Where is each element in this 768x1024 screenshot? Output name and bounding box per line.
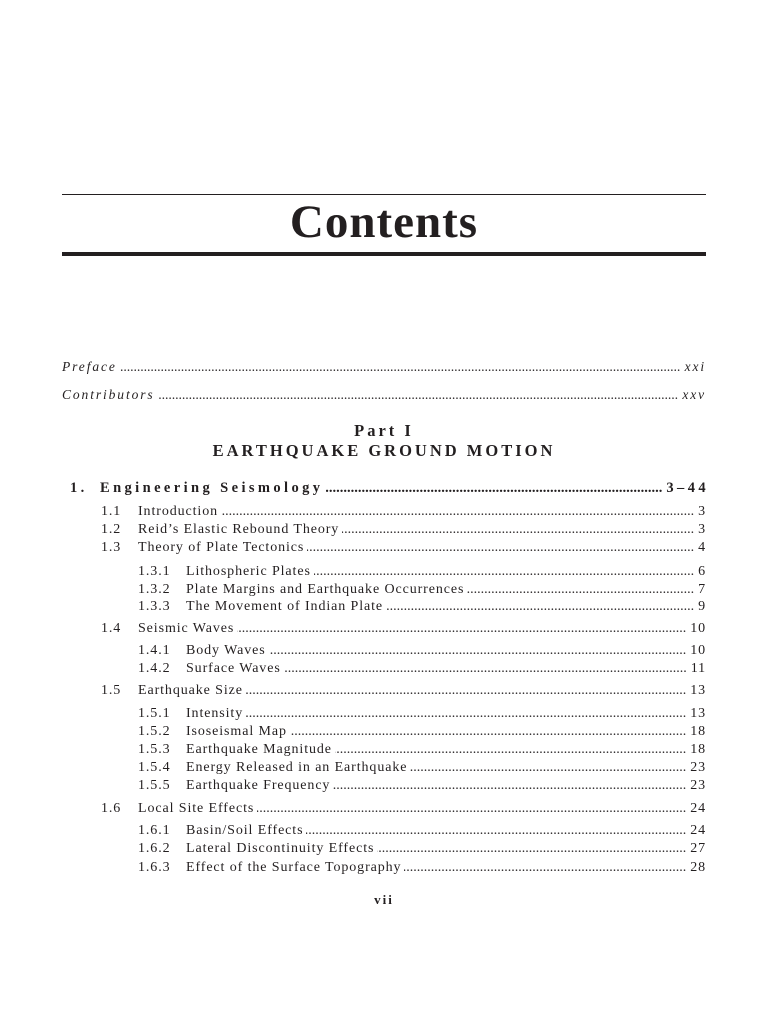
page-number: 6 [698,564,706,579]
page-number: 10 [690,621,706,636]
page-number: 27 [690,841,706,856]
dot-leader [257,800,686,818]
dot-leader [314,563,694,581]
entry-title: Contributors [62,387,155,402]
page-number: 13 [690,706,706,721]
subsection-number: 1.3.1 [138,564,171,579]
dot-leader [290,723,686,741]
dot-leader [404,859,686,877]
chapter-number: 1. [70,480,88,496]
section-number: 1.2 [101,522,122,537]
page-number: 23 [690,778,706,793]
toc-entry [101,503,706,521]
dot-leader [333,777,686,795]
toc-entry [101,800,706,818]
subsection-title: Energy Released in an Earthquake [186,760,408,775]
page-number: 3 [698,504,706,519]
section-number: 1.1 [101,504,122,519]
dot-leader [120,358,681,376]
toc-subentry [138,660,706,678]
subsection-number: 1.4.2 [138,661,171,676]
page-number: 23 [690,760,706,775]
toc-entry-preface [62,358,706,376]
page-number: xxi [684,359,706,374]
page-number: 4 [698,540,706,555]
toc-subentry [138,581,706,599]
subsection-number: 1.5.2 [138,724,171,739]
page-number: 13 [690,683,706,698]
section-title: Earthquake Size [138,683,243,698]
subsection-number: 1.5.4 [138,760,171,775]
heading-rule [62,252,706,256]
dot-leader [342,521,694,539]
dot-leader [284,660,687,678]
dot-leader [269,642,687,660]
toc-subentry [138,741,706,759]
section-number: 1.5 [101,683,122,698]
page-number: 28 [690,860,706,875]
dot-leader [221,503,694,521]
toc-entry-contributors [62,386,706,404]
subsection-number: 1.3.3 [138,599,171,614]
subsection-title: Basin/Soil Effects [186,823,304,838]
folio: vii [374,892,394,907]
toc-subentry [138,840,706,858]
page-number: 9 [698,599,706,614]
subsection-title: Plate Margins and Earthquake Occurrences [186,582,465,597]
toc-entry [101,682,706,700]
part-title: EARTHQUAKE GROUND MOTION [212,441,556,460]
section-number: 1.3 [101,540,122,555]
dot-leader [467,581,694,599]
subsection-number: 1.6.1 [138,823,171,838]
dot-leader [158,386,679,404]
page-number: 7 [698,582,706,597]
subsection-title: Lithospheric Plates [186,564,311,579]
subsection-title: Intensity [186,706,244,721]
section-title: Theory of Plate Tectonics [138,540,305,555]
section-number: 1.6 [101,801,122,816]
toc-subentry [138,563,706,581]
subsection-title: Earthquake Magnitude [186,742,332,757]
subsection-title: Body Waves [186,643,266,658]
subsection-title: The Movement of Indian Plate [186,599,384,614]
toc-subentry [138,822,706,840]
toc-subentry [138,598,706,616]
page-number: 24 [690,823,706,838]
entry-title: Preface [62,359,117,374]
dot-leader [326,478,662,498]
section-title: Local Site Effects [138,801,255,816]
subsection-title: Lateral Discontinuity Effects [186,841,375,856]
subsection-title: Isoseismal Map [186,724,287,739]
part-label: Part I [354,421,414,440]
toc-entry [101,539,706,557]
subsection-number: 1.5.3 [138,742,171,757]
toc-subentry [138,642,706,660]
page-number: 11 [690,661,706,676]
toc-entry [101,521,706,539]
toc-subentry [138,759,706,777]
subsection-number: 1.6.3 [138,860,171,875]
section-title: Seismic Waves [138,621,235,636]
dot-leader [306,822,686,840]
chapter-page-range: 3–44 [666,480,709,496]
toc-subentry [138,723,706,741]
toc-entry [101,620,706,638]
subsection-title: Surface Waves [186,661,281,676]
page-number: 24 [690,801,706,816]
subsection-title: Effect of the Surface Topography [186,860,402,875]
subsection-number: 1.5.1 [138,706,171,721]
dot-leader [386,598,694,616]
page-number: 18 [690,724,706,739]
subsection-title: Earthquake Frequency [186,778,331,793]
subsection-number: 1.3.2 [138,582,171,597]
dot-leader [377,840,686,858]
subsection-number: 1.5.5 [138,778,171,793]
dot-leader [237,620,686,638]
page-number: xxv [682,387,706,402]
dot-leader [307,539,694,557]
page-title: Contents [289,196,479,248]
section-number: 1.4 [101,621,122,636]
page-number: 18 [690,742,706,757]
page-number: 10 [690,643,706,658]
toc-subentry [138,777,706,795]
page-number: 3 [698,522,706,537]
dot-leader [410,759,686,777]
dot-leader [246,705,686,723]
top-rule [62,194,706,195]
dot-leader [246,682,686,700]
section-title: Reid’s Elastic Rebound Theory [138,522,340,537]
section-title: Introduction [138,504,219,519]
dot-leader [335,741,686,759]
chapter-heading [70,478,709,498]
chapter-title: Engineering Seismology [100,480,324,496]
subsection-number: 1.6.2 [138,841,171,856]
subsection-number: 1.4.1 [138,643,171,658]
toc-subentry [138,859,706,877]
toc-subentry [138,705,706,723]
